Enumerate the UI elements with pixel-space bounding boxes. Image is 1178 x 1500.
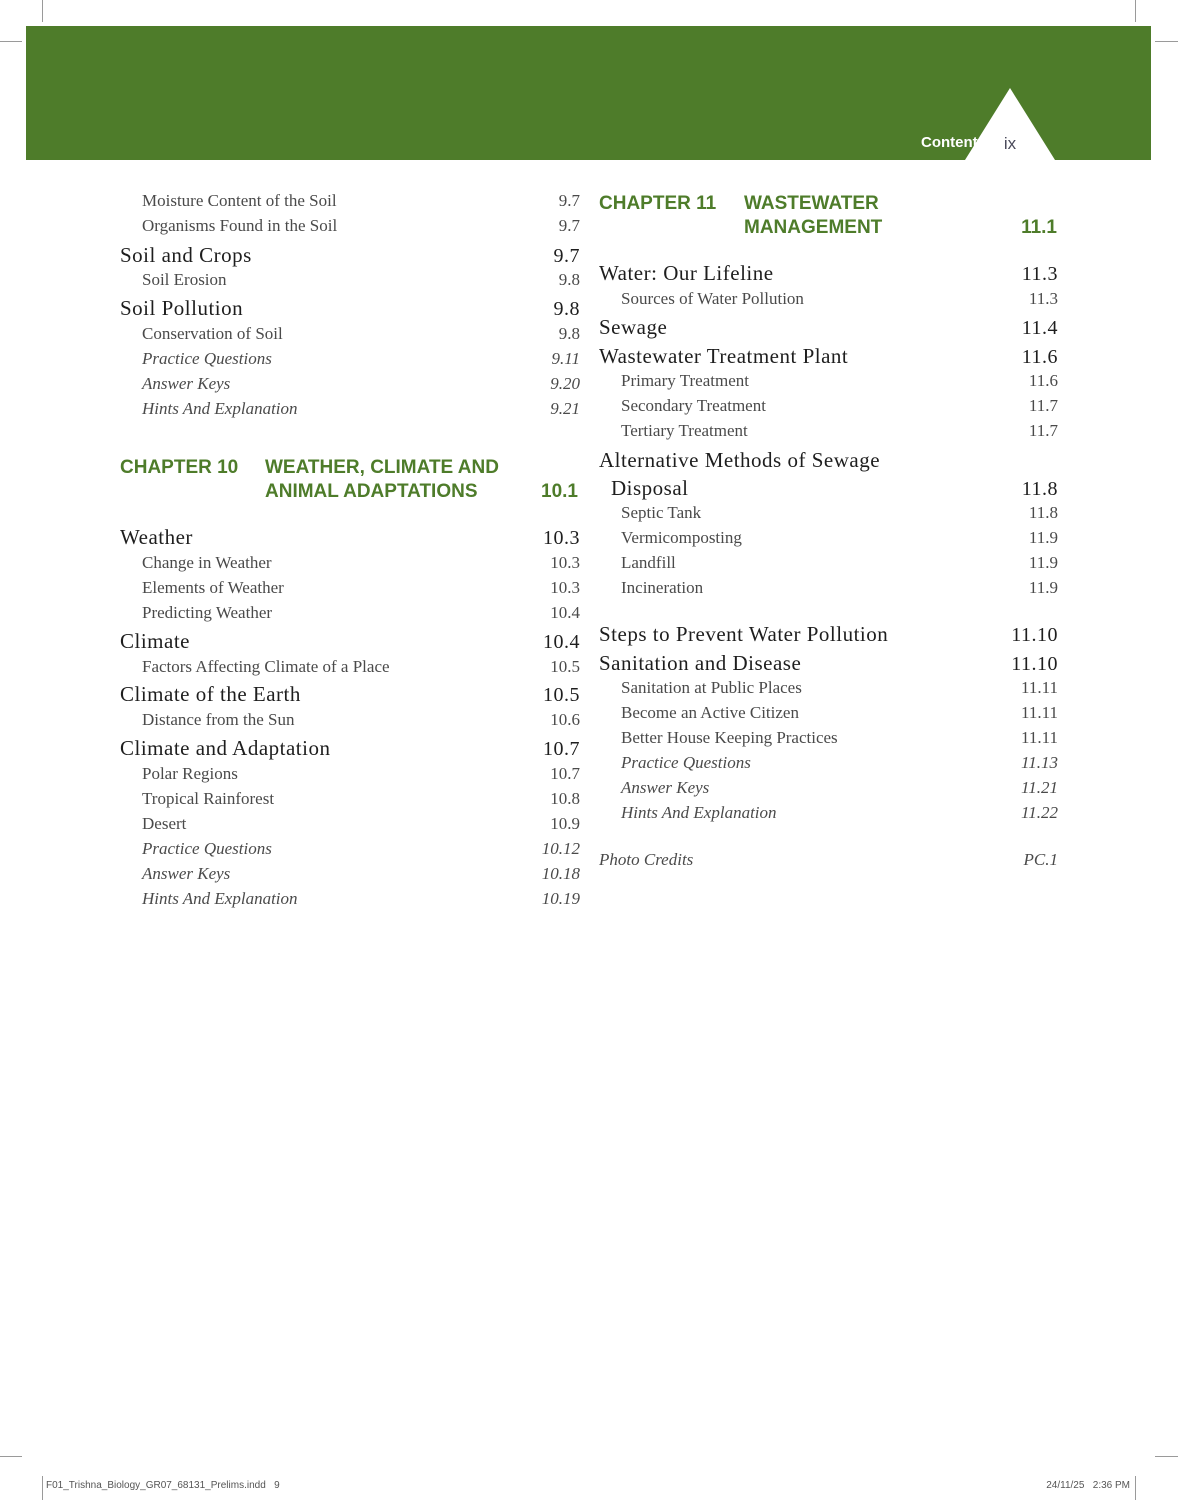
- entry-title: Practice Questions: [142, 839, 272, 858]
- entry-page: 10.12: [541, 839, 580, 858]
- chapter-10-heading: [120, 456, 578, 506]
- toc-entry: [599, 289, 1058, 309]
- entry-title: Tropical Rainforest: [142, 789, 275, 808]
- entry-title: Better House Keeping Practices: [621, 728, 838, 747]
- entry-title: Sanitation and Disease: [599, 651, 802, 675]
- entry-title: Practice Questions: [621, 753, 751, 772]
- entry-title: Sewage: [599, 315, 668, 339]
- chapter-11-heading: [599, 192, 1057, 242]
- toc-entry: [599, 476, 1058, 501]
- toc-entry: [120, 710, 580, 730]
- crop-mark: [1155, 1456, 1178, 1457]
- toc-entry: [599, 371, 1058, 391]
- toc-entry: [599, 344, 1058, 369]
- entry-title: Alternative Methods of Sewage: [599, 448, 881, 472]
- toc-entry: [599, 803, 1058, 823]
- entry-title: Change in Weather: [142, 553, 272, 572]
- toc-entry: [599, 448, 1058, 473]
- toc-entry: [120, 603, 580, 623]
- crop-mark: [0, 1456, 22, 1457]
- entry-page: 11.6: [1021, 346, 1058, 368]
- toc-entry: [120, 578, 580, 598]
- entry-page: 10.7: [550, 764, 580, 783]
- entry-page: 9.11: [551, 349, 580, 368]
- toc-entry: [120, 657, 580, 677]
- entry-title: Incineration: [621, 578, 704, 597]
- toc-entry: [120, 682, 580, 707]
- toc-entry: [599, 503, 1058, 523]
- entry-page: 11.8: [1028, 503, 1058, 522]
- entry-page: 11.22: [1021, 803, 1058, 822]
- entry-title: Septic Tank: [621, 503, 702, 522]
- entry-page: 9.8: [558, 324, 580, 343]
- footer-timestamp: 24/11/25 2:36 PM: [1046, 1480, 1130, 1491]
- entry-title: Secondary Treatment: [621, 396, 766, 415]
- toc-entry: [120, 814, 580, 834]
- toc-entry: [599, 778, 1058, 798]
- entry-title: Sanitation at Public Places: [621, 678, 802, 697]
- entry-page: 11.3: [1021, 263, 1058, 285]
- entry-page: 10.4: [543, 631, 580, 653]
- entry-page: PC.1: [1023, 850, 1058, 869]
- toc-entry: [120, 839, 580, 859]
- entry-title: Climate and Adaptation: [120, 736, 331, 760]
- entry-title: Tertiary Treatment: [621, 421, 748, 440]
- entry-page: 11.7: [1028, 396, 1058, 415]
- toc-entry: [599, 315, 1058, 340]
- crop-mark: [1135, 0, 1136, 22]
- chapter-title-line2: MANAGEMENT: [744, 217, 883, 238]
- entry-title: Soil Pollution: [120, 296, 244, 320]
- toc-entry: [599, 651, 1058, 676]
- entry-title: Sources of Water Pollution: [621, 289, 804, 308]
- toc-entry: [120, 889, 580, 909]
- entry-title: Hints And Explanation: [621, 803, 777, 822]
- entry-title: Factors Affecting Climate of a Place: [142, 657, 390, 676]
- toc-entry: [120, 349, 580, 369]
- entry-page: 11.9: [1028, 578, 1058, 597]
- entry-page: 9.7: [558, 216, 580, 235]
- entry-title: Vermicomposting: [621, 528, 742, 547]
- chapter-title-line1: WEATHER, CLIMATE AND: [265, 457, 499, 478]
- entry-title: Conservation of Soil: [142, 324, 283, 343]
- crop-mark: [0, 41, 22, 42]
- entry-page: 10.8: [550, 789, 580, 808]
- entry-title: Steps to Prevent Water Pollution: [599, 622, 889, 646]
- entry-title: Polar Regions: [142, 764, 238, 783]
- footer-filename: F01_Trishna_Biology_GR07_68131_Prelims.indd 9: [46, 1480, 280, 1491]
- entry-page: 11.11: [1021, 728, 1058, 747]
- entry-page: 11.10: [1011, 653, 1058, 675]
- crop-mark: [1135, 1476, 1136, 1500]
- page-number: ix: [1003, 134, 1017, 153]
- entry-page: 10.3: [550, 553, 580, 572]
- toc-entry: [599, 678, 1058, 698]
- entry-page: 10.19: [541, 889, 580, 908]
- entry-page: 10.7: [543, 738, 580, 760]
- entry-page: 11.9: [1028, 553, 1058, 572]
- entry-page: 11.6: [1028, 371, 1058, 390]
- entry-title: Soil Erosion: [142, 270, 227, 289]
- toc-entry: [120, 629, 580, 654]
- chapter-number: CHAPTER 11: [599, 193, 717, 214]
- toc-entry: [120, 296, 580, 321]
- entry-title: Primary Treatment: [621, 371, 749, 390]
- entry-page: 11.4: [1021, 317, 1058, 339]
- entry-page: 9.21: [550, 399, 580, 418]
- entry-title: Answer Keys: [621, 778, 710, 797]
- entry-title: Answer Keys: [142, 374, 231, 393]
- entry-title: Hints And Explanation: [142, 889, 298, 908]
- toc-entry: [120, 553, 580, 573]
- entry-title: Answer Keys: [142, 864, 231, 883]
- photo-credits-entry: [599, 850, 1058, 870]
- chapter-page: 11.1: [1021, 217, 1057, 238]
- toc-entry: [120, 525, 580, 550]
- entry-title: Disposal: [611, 476, 689, 500]
- chapter-title-line1: WASTEWATER: [744, 193, 879, 214]
- entry-title: Landfill: [621, 553, 676, 572]
- entry-page: 10.9: [550, 814, 580, 833]
- toc-entry: [599, 728, 1058, 748]
- entry-page: 11.11: [1021, 678, 1058, 697]
- entry-page: 11.21: [1021, 778, 1058, 797]
- toc-entry: [599, 703, 1058, 723]
- toc-entry: [120, 243, 580, 268]
- toc-entry: [120, 324, 580, 344]
- crop-mark: [42, 0, 43, 22]
- toc-entry: [599, 578, 1058, 598]
- toc-entry: [120, 864, 580, 884]
- entry-title: Distance from the Sun: [142, 710, 295, 729]
- toc-entry: [599, 421, 1058, 441]
- toc-entry: [120, 191, 580, 211]
- entry-page: 10.5: [550, 657, 580, 676]
- chapter-number: CHAPTER 10: [120, 457, 239, 478]
- entry-page: 10.4: [550, 603, 580, 622]
- entry-page: 10.3: [543, 527, 580, 549]
- entry-title: Become an Active Citizen: [621, 703, 799, 722]
- entry-title: Soil and Crops: [120, 243, 252, 267]
- entry-title: Organisms Found in the Soil: [142, 216, 338, 235]
- crop-mark: [42, 1476, 43, 1500]
- entry-page: 11.9: [1028, 528, 1058, 547]
- toc-entry: [599, 528, 1058, 548]
- entry-title: Wastewater Treatment Plant: [599, 344, 849, 368]
- toc-entry: [599, 396, 1058, 416]
- entry-title: Elements of Weather: [142, 578, 284, 597]
- toc-entry: [599, 753, 1058, 773]
- entry-page: 9.20: [550, 374, 580, 393]
- entry-page: 10.18: [541, 864, 580, 883]
- toc-entry: [120, 374, 580, 394]
- section-label: Contents: [921, 134, 986, 151]
- entry-page: 9.8: [553, 298, 580, 320]
- toc-entry: [120, 789, 580, 809]
- entry-page: 10.5: [543, 684, 580, 706]
- toc-entry: [120, 764, 580, 784]
- entry-page: 11.13: [1021, 753, 1058, 772]
- entry-page: 11.10: [1011, 624, 1058, 646]
- toc-entry: [120, 270, 580, 290]
- entry-title: Hints And Explanation: [142, 399, 298, 418]
- entry-page: 10.3: [550, 578, 580, 597]
- entry-page: 9.8: [558, 270, 580, 289]
- entry-page: 11.7: [1028, 421, 1058, 440]
- toc-entry: [599, 553, 1058, 573]
- toc-entry: [120, 216, 580, 236]
- entry-title: Weather: [120, 525, 193, 549]
- entry-title: Desert: [142, 814, 187, 833]
- entry-page: 9.7: [553, 245, 580, 267]
- entry-page: 11.11: [1021, 703, 1058, 722]
- entry-title: Water: Our Lifeline: [599, 261, 774, 285]
- entry-title: Moisture Content of the Soil: [142, 191, 337, 210]
- chapter-page: 10.1: [541, 481, 578, 502]
- crop-mark: [1155, 41, 1178, 42]
- entry-page: 10.6: [550, 710, 580, 729]
- entry-title: Photo Credits: [599, 850, 694, 869]
- toc-entry: [120, 736, 580, 761]
- entry-page: 11.3: [1028, 289, 1058, 308]
- toc-entry: [120, 399, 580, 419]
- toc-entry: [599, 622, 1058, 647]
- toc-entry: [599, 261, 1058, 286]
- entry-title: Practice Questions: [142, 349, 272, 368]
- entry-page: 11.8: [1021, 478, 1058, 500]
- chapter-title-line2: ANIMAL ADAPTATIONS: [265, 481, 478, 502]
- entry-title: Predicting Weather: [142, 603, 273, 622]
- entry-title: Climate: [120, 629, 190, 653]
- entry-title: Climate of the Earth: [120, 682, 301, 706]
- entry-page: 9.7: [558, 191, 580, 210]
